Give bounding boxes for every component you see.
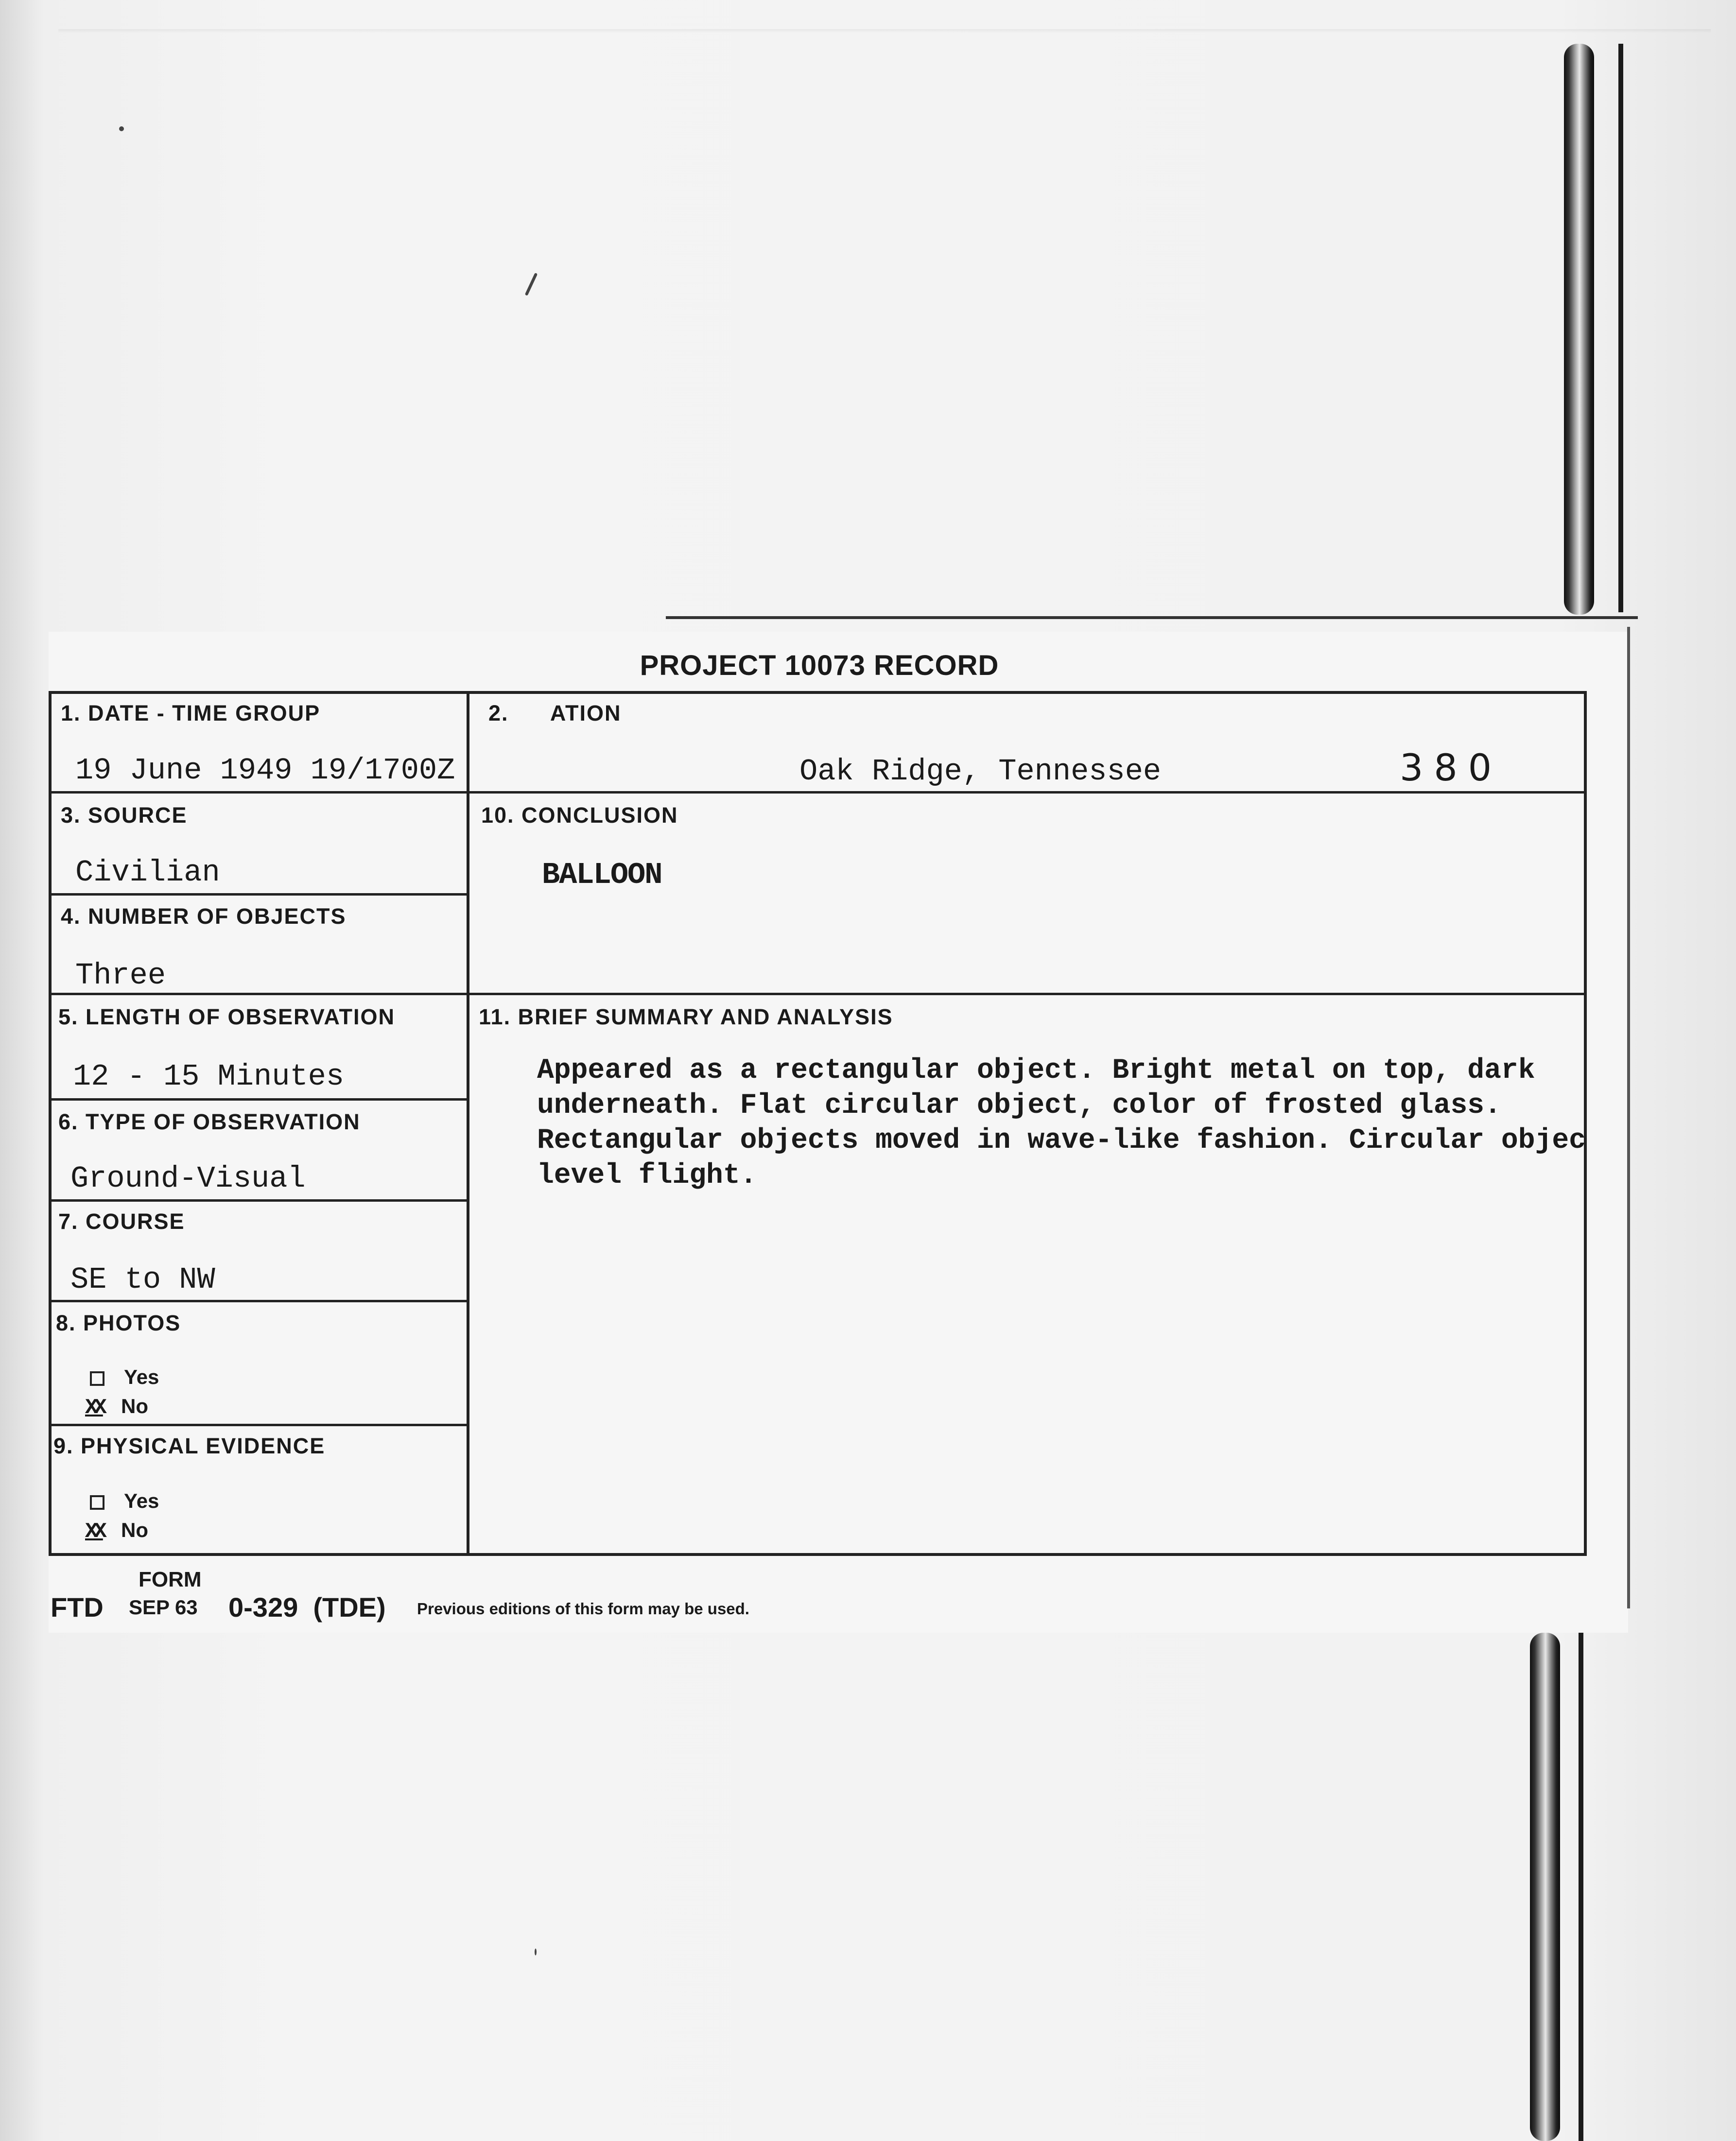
number-of-objects-label: 4. NUMBER OF OBJECTS [61, 904, 347, 929]
date-time-label: 1. DATE - TIME GROUP [61, 701, 321, 725]
photos-no-label: No [121, 1395, 148, 1417]
footer-note: Previous editions of this form may be used. [417, 1600, 749, 1618]
binder-edge-top [1618, 44, 1623, 612]
location-value: Oak Ridge, Tennessee [799, 754, 1162, 789]
card-top-edge [666, 616, 1638, 619]
course-value: SE to NW [70, 1262, 215, 1297]
date-time-value: 19 June 1949 19/1700Z [75, 753, 455, 788]
type-of-observation-value: Ground-Visual [70, 1161, 306, 1196]
row-divider [49, 1424, 469, 1426]
row-divider [49, 993, 469, 995]
dust-speck [535, 1949, 537, 1955]
dust-speck [119, 126, 124, 131]
binder-clip-bottom [1530, 1633, 1560, 2141]
number-of-objects-value: Three [75, 958, 166, 993]
physical-evidence-yes-checkbox[interactable] [90, 1495, 104, 1510]
physical-evidence-no-option[interactable] [85, 1519, 148, 1544]
binder-edge-bottom [1579, 1633, 1583, 2141]
source-label: 3. SOURCE [61, 803, 188, 828]
summary-label: 11. BRIEF SUMMARY AND ANALYSIS [479, 1004, 893, 1029]
photos-no-option[interactable] [85, 1395, 148, 1420]
page-edge-shadow [58, 29, 1711, 33]
row-divider [467, 791, 1587, 794]
photos-no-mark: XX [85, 1396, 103, 1420]
form-title: PROJECT 10073 RECORD [640, 650, 999, 681]
length-of-observation-value: 12 - 15 Minutes [73, 1059, 345, 1094]
row-divider [49, 1300, 469, 1302]
footer-date: SEP 63 [129, 1596, 198, 1619]
row-divider [467, 993, 1587, 995]
summary-text: Appeared as a rectangular object. Bright metal on top, dark underneath. Flat circular object, color of frosted glass. Rectangular objects moved in wave-like fashion. Circular objec level flight. [537, 1055, 1586, 1191]
column-divider [467, 691, 469, 1556]
physical-evidence-yes-label: Yes [124, 1489, 159, 1512]
photos-label: 8. PHOTOS [56, 1311, 181, 1335]
footer-ftd: FTD [51, 1592, 104, 1623]
conclusion-label: 10. CONCLUSION [481, 803, 678, 828]
conclusion-value: BALLOON [542, 858, 662, 892]
physical-evidence-yes-option[interactable] [90, 1489, 159, 1513]
row-divider [49, 791, 469, 794]
handwritten-number: 380 [1400, 746, 1503, 789]
location-label: 2. ATION [488, 701, 622, 725]
photos-yes-option[interactable] [90, 1365, 159, 1389]
row-divider [49, 1098, 469, 1101]
type-of-observation-label: 6. TYPE OF OBSERVATION [58, 1109, 361, 1134]
row-divider [49, 893, 469, 896]
dust-speck [525, 273, 538, 296]
physical-evidence-no-mark: XX [85, 1519, 103, 1544]
source-value: Civilian [75, 855, 220, 890]
photos-yes-label: Yes [124, 1365, 159, 1388]
row-divider [49, 1199, 469, 1202]
photos-yes-checkbox[interactable] [90, 1371, 104, 1386]
footer-form-code: 0-329 (TDE) [228, 1592, 386, 1623]
physical-evidence-label: 9. PHYSICAL EVIDENCE [53, 1433, 326, 1458]
binder-clip-top [1564, 44, 1594, 615]
physical-evidence-no-label: No [121, 1519, 148, 1541]
course-label: 7. COURSE [58, 1209, 185, 1234]
length-of-observation-label: 5. LENGTH OF OBSERVATION [58, 1004, 396, 1029]
footer-form-word: FORM [139, 1568, 202, 1591]
